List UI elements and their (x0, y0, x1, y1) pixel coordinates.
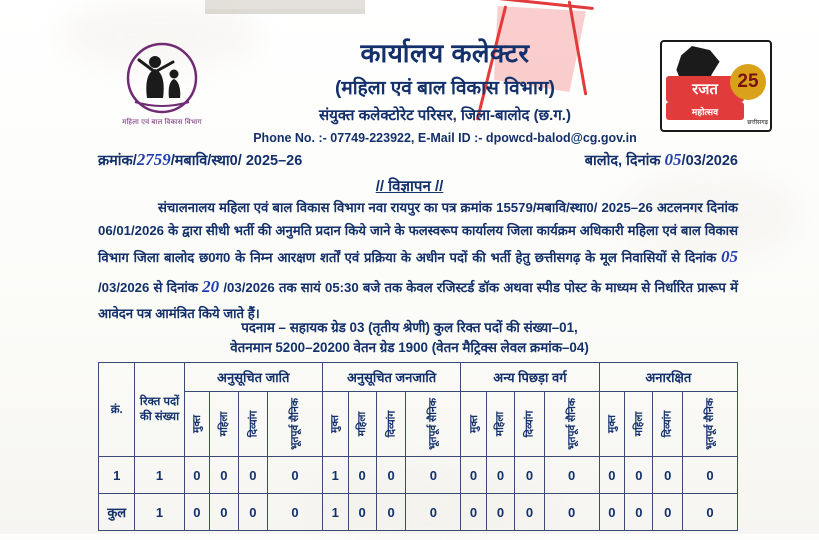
th-sub-obc-open (461, 392, 487, 457)
cell-value: 0 (683, 457, 738, 494)
notice-title: // विज्ञापन // (375, 178, 444, 195)
logo-number: 25 (730, 64, 766, 100)
notice-paragraph-tail: तक सायं 05:30 बजे तक केवल रजिस्टर्ड डॉक अथवा स्पीड पोस्ट के माध्यम से निर्धारित प्रारूप में आवेदन पत्र आमंत्रित किये जाते हैं। (98, 279, 739, 321)
cell-value: 0 (515, 457, 545, 494)
cell-value: 0 (486, 494, 514, 531)
cell-value: 0 (515, 494, 545, 531)
notice-paragraph: संचालनालय महिला एवं बाल विकास विभाग नवा रायपुर का पत्र क्रमांक 15579/मबावि/स्था0/ 2025–26 अटलनगर दिनांक 06/01/2026 के द्वारा सीधी भर्ती की अनुमति प्रदान किये जाने के फलस्वरूप कार्यालय जिला कार्यक्रम अधिकारी महिला एवं बाल विकास विभाग जिला बालोद छ0ग0 के निम्न आरक्षण शर्तों एवं प्रक्रिया के अधीन पदों की भर्ती हेतु छत्तीसगढ़ के मूल निवासियों से दिनांक (98, 200, 738, 266)
table-sub-header-row (99, 392, 738, 457)
cell-value: 0 (653, 494, 683, 531)
cell-value: 0 (268, 457, 323, 494)
sub-label: दिव्यांग (246, 410, 259, 438)
cell-serial: 1 (99, 457, 135, 494)
sub-label: भूतपूर्व सैनिक (427, 398, 440, 450)
sub-label: महिला (356, 411, 369, 437)
th-sub-st-exserviceman (406, 392, 461, 457)
th-total-posts: रिक्त पदों की संख्या (135, 363, 184, 457)
cell-value: 0 (683, 494, 738, 531)
cell-value: 0 (461, 494, 487, 531)
cell-value: 0 (544, 457, 599, 494)
sub-label: दिव्यांग (661, 410, 674, 438)
cell-value: 0 (653, 457, 683, 494)
logo-tagline: छत्तीसगढ़ (747, 120, 768, 126)
vacancy-table (98, 362, 738, 531)
sub-label: मुक्त (329, 415, 342, 433)
reference-number: 2759 (136, 150, 171, 169)
th-sub-st-disabled (376, 392, 406, 457)
cell-value: 0 (461, 457, 487, 494)
cell-value: 0 (406, 494, 461, 531)
cell-serial: कुल (99, 494, 135, 531)
reference-mid: /मबावि/स्था0/ (170, 153, 242, 169)
th-sub-st-female (348, 392, 376, 457)
cell-value: 0 (268, 494, 323, 531)
th-sub-sc-disabled (238, 392, 268, 457)
scan-edge-strip (205, 0, 365, 14)
th-group-st: अनुसूचित जनजाति (322, 363, 460, 392)
th-sub-obc-disabled (515, 392, 545, 457)
cell-value: 1 (322, 457, 348, 494)
cell-value: 0 (210, 457, 238, 494)
post-name-line: पदनाम – सहायक ग्रेड 03 (तृतीय श्रेणी) कुल रिक्त पदों की संख्या–01, (241, 320, 578, 335)
th-sub-sc-female (210, 392, 238, 457)
cell-value: 0 (376, 494, 406, 531)
table-row (99, 457, 738, 494)
th-sub-sc-exserviceman (268, 392, 323, 457)
cell-total-posts: 1 (135, 457, 184, 494)
office-title: कार्यालय कलेक्टर (360, 38, 530, 68)
office-contact: Phone No. :- 07749-223922, E-Mail ID :- dpowcd-balod@cg.gov.in (253, 131, 637, 145)
cell-value: 0 (625, 494, 653, 531)
th-group-sc: अनुसूचित जाति (184, 363, 322, 392)
th-serial: क्रं. (99, 363, 135, 457)
cell-value: 0 (348, 457, 376, 494)
cell-value: 0 (238, 457, 268, 494)
letterhead (230, 34, 660, 145)
cell-value: 0 (486, 457, 514, 494)
cell-value: 0 (376, 457, 406, 494)
table-row (99, 494, 738, 531)
sub-label: मुक्त (467, 415, 480, 433)
cell-value: 0 (599, 457, 625, 494)
th-group-ur: अनारक्षित (599, 363, 737, 392)
notice-body (98, 196, 738, 325)
reference-date-day: 05 (664, 150, 682, 169)
th-sub-sc-open (184, 392, 210, 457)
th-sub-obc-exserviceman (544, 392, 599, 457)
pay-scale-line: वेतनमान 5200–20200 वेतन ग्रेड 1900 (वेतन मैट्रिक्स लेवल क्रमांक–04) (230, 340, 589, 355)
reference-place-date: बालोद, दिनांक (584, 153, 661, 169)
mother-child-icon (125, 40, 199, 116)
sub-label: मुक्त (190, 415, 203, 433)
cell-value: 0 (210, 494, 238, 531)
sub-label: भूतपूर्व सैनिक (565, 398, 578, 450)
cell-value: 0 (184, 457, 210, 494)
reference-date-year: 2026 (705, 153, 738, 169)
sub-label: मुक्त (605, 415, 618, 433)
vacancy-table-body (99, 457, 738, 531)
cell-value: 0 (348, 494, 376, 531)
th-sub-ur-disabled (653, 392, 683, 457)
table-group-header-row (99, 363, 738, 392)
notice-paragraph-mid-1: /03/2026 से दिनांक (98, 279, 198, 295)
sub-label: महिला (632, 411, 645, 437)
emblem-caption: महिला एवं बाल विकास विभाग (122, 119, 202, 126)
th-sub-ur-open (599, 392, 625, 457)
th-sub-st-open (322, 392, 348, 457)
cell-value: 0 (184, 494, 210, 531)
cell-value: 1 (322, 494, 348, 531)
reference-prefix: क्रमांक/ (98, 153, 137, 169)
sub-label: भूतपूर्व सैनिक (289, 398, 302, 450)
handwritten-start-date: 05 (721, 247, 738, 267)
cell-total-posts: 1 (135, 494, 184, 531)
handwritten-end-date: 20 (202, 276, 220, 296)
cell-value: 0 (599, 494, 625, 531)
reference-year: 2025–26 (245, 153, 303, 169)
logo-band2-label: महोत्सव (666, 102, 744, 120)
sub-label: महिला (494, 411, 507, 437)
cell-value: 0 (406, 457, 461, 494)
notice-paragraph-mid-2: /03/2026 (223, 279, 275, 295)
th-sub-obc-female (486, 392, 514, 457)
cell-value: 0 (238, 494, 268, 531)
cell-value: 0 (625, 457, 653, 494)
sub-label: महिला (217, 411, 230, 437)
logo-band-label: रजत (666, 76, 744, 102)
th-group-obc: अन्य पिछड़ा वर्ग (461, 363, 599, 392)
cell-value: 0 (544, 494, 599, 531)
silver-jubilee-logo (660, 40, 772, 132)
department-emblem (96, 40, 228, 140)
sub-label: भूतपूर्व सैनिक (704, 398, 717, 450)
sub-label: दिव्यांग (523, 410, 536, 438)
th-sub-ur-exserviceman (683, 392, 738, 457)
th-sub-ur-female (625, 392, 653, 457)
office-address: संयुक्त कलेक्टोरेट परिसर, जिला-बालोद (छ.ग.) (319, 107, 571, 124)
sub-label: दिव्यांग (385, 410, 398, 438)
reference-date-sep: /03/ (681, 153, 706, 169)
department-subtitle: (महिला एवं बाल विकास विभाग) (335, 78, 555, 99)
